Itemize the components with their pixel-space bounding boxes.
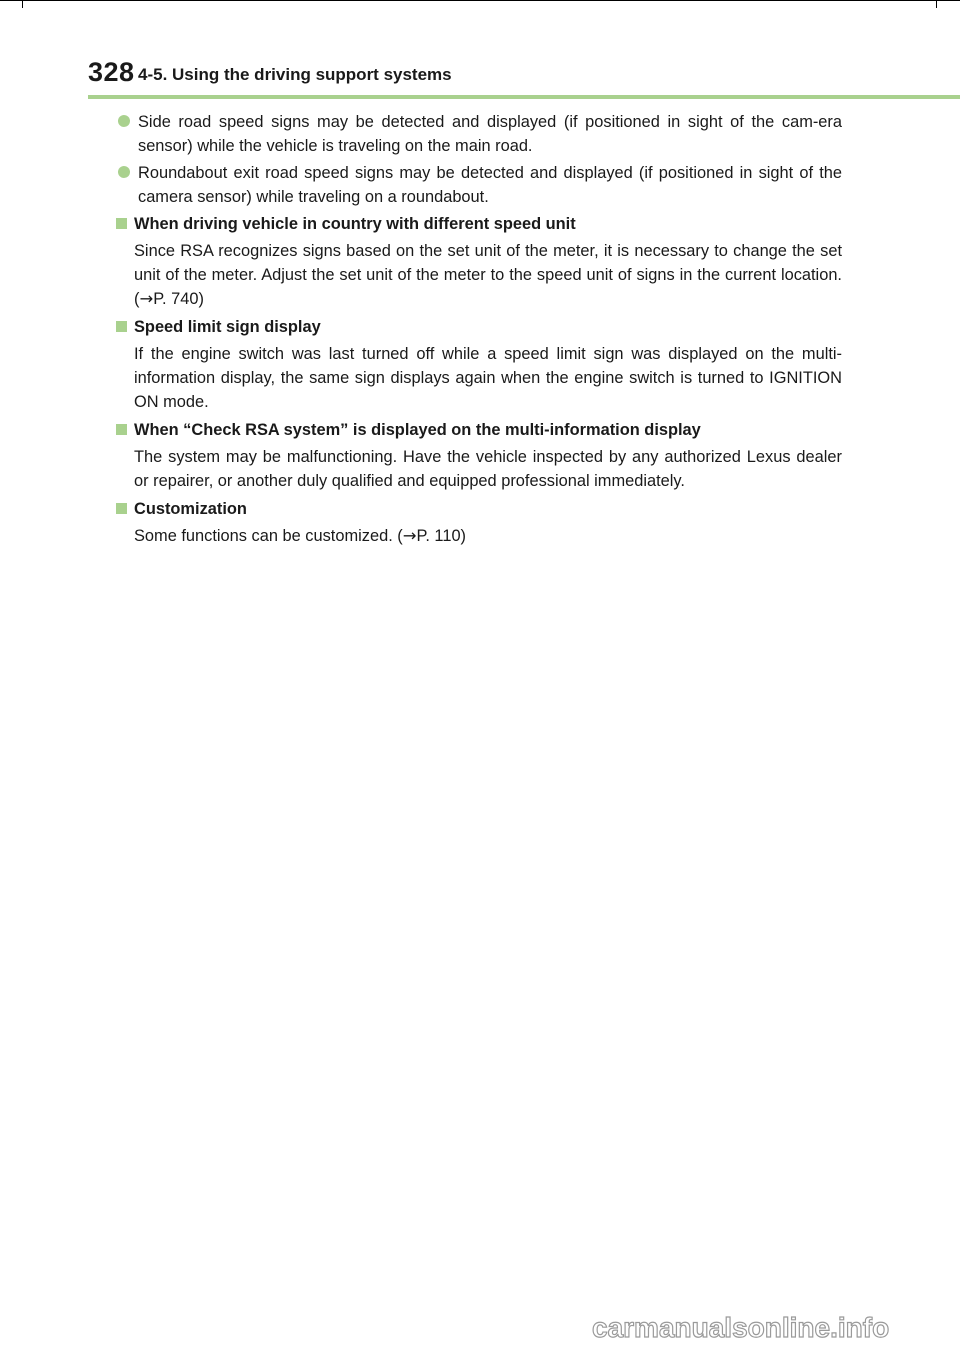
page-number: 328 [88, 57, 135, 87]
section-heading-text: When “Check RSA system” is displayed on the multi-information display [134, 421, 701, 439]
square-bullet-icon [116, 503, 127, 514]
page-header [88, 57, 960, 97]
section-heading [114, 212, 842, 239]
content [114, 110, 842, 552]
bullet-dot-icon [118, 166, 130, 178]
section-speed-unit [114, 212, 842, 311]
section-title: 4-5. Using the driving support systems [138, 65, 452, 84]
section-heading-text: Customization [134, 500, 247, 518]
page-reference-link[interactable]: P. 740) [153, 290, 204, 308]
square-bullet-icon [116, 424, 127, 435]
section-sign-display [114, 315, 842, 414]
page-reference-link[interactable]: P. 110) [416, 527, 467, 545]
section-body [114, 239, 842, 311]
section-body-text: If the engine switch was last turned off while a speed limit sign was displayed on the multi-information display, the same sign displays again when the engine switch is turned to IGNITION ON mode. [134, 345, 842, 411]
section-body-text: Some functions can be customized. ( [134, 527, 403, 545]
section-heading [114, 315, 842, 342]
bullet-dot-icon [118, 115, 130, 127]
header-rule [88, 95, 960, 99]
section-body [114, 524, 842, 548]
crop-mark [22, 0, 23, 8]
watermark-text: carmanualsonline.info [592, 1312, 890, 1343]
square-bullet-icon [116, 321, 127, 332]
section-body-text: The system may be malfunctioning. Have the vehicle inspected by any authorized Lexus dealer or repairer, or another duly qualified and equipped professional immediately. [134, 448, 842, 490]
section-body [114, 445, 842, 493]
bullet-text: Side road speed signs may be detected and displayed (if positioned in sight of the cam-era sensor) while the vehicle is traveling on the main road. [138, 113, 842, 155]
bullet-item [114, 110, 842, 158]
section-heading [114, 418, 842, 445]
reference-arrow-icon: → [402, 526, 417, 545]
section-customization [114, 497, 842, 548]
bullet-text: Roundabout exit road speed signs may be detected and displayed (if positioned in sight of the camera sensor) while traveling on a roundabout. [138, 164, 842, 206]
section-check-rsa [114, 418, 842, 493]
reference-arrow-icon: → [139, 289, 154, 308]
square-bullet-icon [116, 218, 127, 229]
section-heading-text: Speed limit sign display [134, 318, 321, 336]
section-body-text: Since RSA recognizes signs based on the set unit of the meter, it is necessary to change the set unit of the meter. Adjust the set unit of the meter to the speed unit of signs in the current location. ( [134, 242, 842, 308]
crop-mark [0, 0, 960, 1]
section-heading-text: When driving vehicle in country with different speed unit [134, 215, 576, 233]
section-heading [114, 497, 842, 524]
section-body [114, 342, 842, 414]
watermark-logo [592, 1310, 952, 1346]
crop-mark [936, 0, 937, 8]
bullet-item [114, 161, 842, 209]
